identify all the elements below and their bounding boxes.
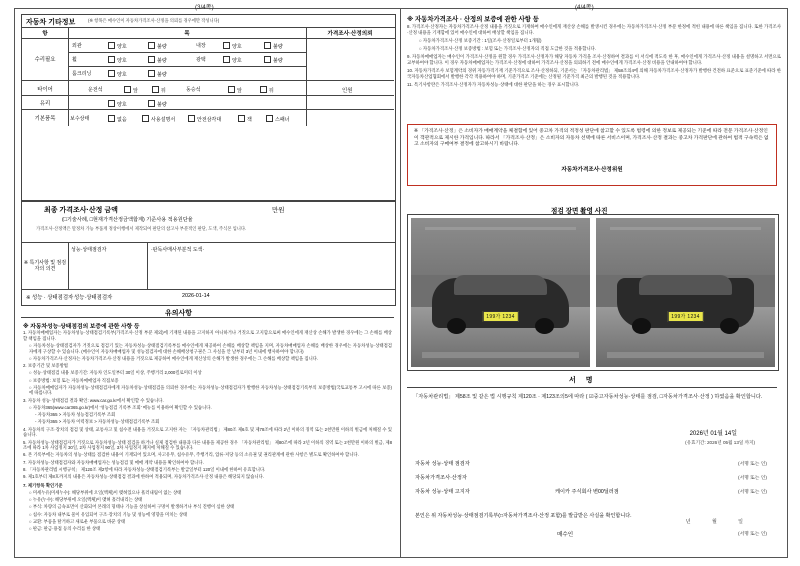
photo-section-title: 점검 장면 촬영 사진 [551,208,608,215]
notice-item: 6. 본 기록부에는 자동차의 성능·상태를 점검한 내용이 기재되어 있으며, 사고유무, 침수유무, 주행거리, 압류·저당 등의 소유권 및 권리관계에 관한 사항은 별도로 확인하여야 합니다. [23,452,359,458]
sign-label-inspector: 자동차 성능·상태 점검자 [415,461,470,467]
opinion-inspector: 성능·상태점검자 [68,243,148,289]
final-price-box [21,201,396,243]
signature-law: 「자동차관리법」 제58조 및 같은 법 시행규칙 제120조 · 제123조의5에 따라 ( ☑중고자동차성능·상태를 점검, □자동차가격조사·산정 ) 하였음을 확인합니다. [413,394,763,400]
opinion-label: ※ 특기사항 및 점검자의 의견 [22,243,69,289]
checkbox-glass-good[interactable] [108,100,115,107]
signature-date: 2026년 01월 14일 [689,431,737,437]
col-header-1: 목 [184,30,190,37]
opt-driver-front: 앞 [133,88,138,94]
photo-right [596,218,775,367]
left-column [15,9,401,557]
checkbox-polish-good[interactable] [223,56,230,63]
sub-label-driver: 운전석 [88,87,103,93]
checkbox-exterior-good[interactable] [108,42,115,49]
appraisal-item: 11. 특기사항란은 가격조사·산정자가 자동차성능·상태에 대한 판단을 하는 경우 표시합니다. [407,81,580,87]
row-right-repair [306,38,394,81]
signature-buyer-label: 매수인 [557,532,574,538]
opt-wheel-good: 양호 [117,58,127,64]
appraisal-title: ※ 자동차가격조사 · 산정의 보증에 관한 사항 등 [407,16,539,23]
notice-footer-item: ○ 판금: 판금·용접 등의 수리를 한 상태 [29,526,101,532]
mid-label-passenger: 동승석 [186,87,201,93]
sign-mark-notifier[interactable]: (서명 또는 인) [737,490,767,495]
final-price-label: 최종 가격조사·산정 금액 [44,207,118,214]
notice-footer-item: ○ 침수: 자동차 내부로 물이 유입되어 구조·장치의 기능 및 성능에 영향을 미치는 상태 [29,511,188,517]
sign-row-appraiser [415,474,771,481]
notice-footer-item: ○ 교환: 부품을 탈거하고 새로운 부품으로 바꾼 상태 [29,518,126,524]
row-body-repair [68,38,307,80]
appraisal-item: 8. 가격조사·산정자는 자동차가격조사·산정 내용을 거짓으로 기재하여 매수인에게 재산상 손해를 발생시킨 경우에는 자동차가격조사·산정 부분 한정에 적힌 내용에 따른 책임을 집니다. 또한 가격조사·산정 내용을 기재함에 있어 매수인에 대하여 배상할 책임을 집니다. [407,24,781,35]
checkbox-interior-good[interactable] [223,42,230,49]
notice-item: 4. 자동차의 구조·장치의 점검 및 상태, 교통사고 및 침수전 내용을 거짓으로 고지한 자는 「자동차관리법」 제80조 제6호 및 제78조에 따라 2년 이하의 징역 또는 2천만원 이하의 벌금에 처해질 수 있습니다. [23,426,392,438]
checkbox-cleaning-bad[interactable] [148,70,155,77]
left-page-number: (3/4쪽) [195,4,214,11]
signature-buyer-mark[interactable]: (서명 또는 인) [737,532,767,537]
opt-spanner: 스패너 [275,117,290,123]
checkbox-polish-bad[interactable] [264,56,271,63]
inspector-sign-label: ※ 성능 · 상태점검자 [26,295,74,301]
opt-cleaning-good: 양호 [117,72,127,78]
checkbox-manual[interactable] [142,115,149,122]
notice-item: ○ 성능·상태점검 내용 보증기간: 자동차 인도일부터 30일 이상, 주행거리 2,000킬로미터 이상 [29,370,202,376]
final-price-note: 가격조사·산정액은 말정차 가능 부품계 정상이행에서 제작되여 판단의 참고사 부분적인 판단, 도색, 주식본 입니다. [36,226,247,231]
opt-interior-bad: 불량 [273,44,283,50]
row-label-glass: 유리 [22,95,69,110]
row-label-repair: 수리필요 [22,38,69,80]
appraisal-red-box [407,124,777,186]
appraisal-red-text: ※ 「가격조사·산정」은 소비자가 매매계약을 체결함에 있어 중고차 가격의 적정성 판단에 참고할 수 있도록 법령에 의한 정보로 제공되는 기준에 따라 전문 가격조사·산정인이 객관적으로 제시한 가격입니다. 따라서 「가격조사·산정」은 소비자의 자동차 선택에 따른 서비스이며, 가격조사·산정 결과는 중고차 가격판단에 관하여 법적 구속력은 없고 소비자의 구매여부 결정에 참고하시기 바랍니다. [414,129,769,148]
checkbox-triangle[interactable] [188,115,195,122]
amount-label: 인원 [342,88,353,94]
notice-item: - 자동차365 > 자동차 성능점검기록부 조회 [35,412,116,418]
inspector-sign-row [21,289,396,306]
notice-item: ○ 자동차365(www.car365.go.kr)에서 '성능점검 기록부 조회' 메뉴를 이용하여 확인할 수 있습니다. [29,404,212,410]
opt-polish-bad: 불량 [273,58,283,64]
sign-label-notifier: 자동차 성능·상태 고지자 [415,489,470,495]
opt-wheel-bad: 불량 [157,58,167,64]
sign-row-notifier [415,488,771,495]
etc-info-box [21,14,396,201]
checkbox-passenger-rear[interactable] [260,86,267,93]
inspector-sign-date: 2026-01-14 [182,293,210,299]
opt-none: 없음 [117,117,127,123]
opt-passenger-front: 앞 [237,88,242,94]
appraisal-red-center: 자동차가격조사·산정위원 [561,167,623,173]
checkbox-wheel-bad[interactable] [148,56,155,63]
checkbox-exterior-bad[interactable] [148,42,155,49]
sign-row-inspector [415,460,771,467]
checkbox-spanner[interactable] [266,115,273,122]
etc-info-title: 자동차 기타정보 [26,19,76,26]
appraisal-item: 9. 자동차매매업자는 매수인이 가격조사·산정을 원할 경우 가격조사·산정자가 해당 자동차 가격을 조사·산정하여 결과를 이 서식에 적도록 한 후, 매수인에게 가격조사·산정 내용을 설명하고 서면으로 교부하여야 합니다. 이 경우 자동차매매업자는 가격조사·산정에 대하여 가격조사·산정을 의뢰하기 전에 매수인에게 가격조사·산정 비용을 안내하여야 합니다. [407,53,781,65]
appraisal-item: ○ 자동차가격조사·산정 보증방법 : 보험 또는 가격조사·산정자의 직접 도급한 것을 적용합니다. [419,45,597,51]
notice-item: ○ 자동차성능·상태점검자가 거짓으로 점검기 있는 자동차성능·상태점검기록부를 매수인에게 제공하여 손해를 배상할 책임을 지며, 자동차매매업자 손해를 배상한 경우에는 자동차성능·상태점검자에게 구상할 수 있습니다. (매수인이 자동차매매업자 및 성능점검자에 대한 손해배상청구권은 그 사실을 안 날부터 3년 이내에 행사하여야 합니다) [29,342,392,354]
notice-item: 9. 제1호부터 제8호까지의 내용은 자동차성능·상태점검 결과에 한하여 적용되며, 자동차가격조사·산정 내용은 해당되지 않습니다. [23,474,265,480]
appraisal-body [407,24,781,89]
row-body-tire [68,80,307,96]
notice-title: 유의사항 [165,310,193,317]
opt-glass-bad: 불량 [157,102,167,108]
notice-item: 8. 「자동차관리법 시행규칙」 제120조 제2항에 따라 자동차성능·상태점검기록부는 발급일부터 120일 이내에 한하여 유효합니다. [23,466,266,472]
checkbox-cleaning-good[interactable] [108,70,115,77]
right-column [401,9,787,557]
sub-label-exterior: 외관 [72,43,82,49]
row-body-basic-items [68,109,307,126]
row-label-tire: 타이어 [22,80,69,96]
opt-interior-good: 양호 [232,44,242,50]
row-right-basic-items [306,109,394,126]
col-header-2: 가격조사·산정의뢰 [327,30,373,37]
notice-body [23,330,392,533]
col-header-0: 항 [42,30,48,37]
opt-glass-good: 양호 [117,102,127,108]
appraisal-item: ○ 자동차가격조사·산정 보증기간 : 1일(조사·산정일로부터 1개월) [419,37,542,43]
checkbox-passenger-front[interactable] [228,86,235,93]
sub-label-cleaning: 룸크리닝 [72,71,92,77]
notice-item: - 자동차365 > 자동차 이력정보 > 자동차성능·상태점검기록부 조회 [35,419,160,425]
notice-footer-item: ○ 누유(누수): 해당부위에 오일(액체)이 맺혀 흘러내리는 상태 [29,497,143,503]
row-label-basic-items: 기본품목 [22,109,69,126]
row-right-tire [306,80,394,96]
notice-item: 3. 자동차 성능·상태점검 결과 확인: www.car.go.kr에서 확인할 수 있습니다. [23,397,164,403]
mid-label-polish: 광택 [196,57,206,63]
mid-label-interior: 내장 [196,43,206,49]
sub-label-wheel: 휠 [72,57,77,63]
photo-left-plate: 199가 1234 [482,311,518,322]
notice-item: ○ 자동차매매업자가 자동차성능·상태점검자에게 자동차성능·상태점검을 의뢰한 경우에는 자동차성능·상태점검자가 발행한 자동차성능·상태점검기록부의 보증방법(국토교통부 고시에 따른 보증)에 따릅니다. [29,384,392,396]
opt-exterior-bad: 불량 [157,44,167,50]
photo-left [411,218,590,367]
signature-final: 본인은 위 자동차성능·상태점검기록부(□자동차가격조사·산정 포함)를 발급받은 사실을 확인합니다. [415,513,632,519]
checkbox-driver-front[interactable] [124,86,131,93]
signature-law-text [413,394,771,402]
notice-item: 7. 자동차성능·상태점검자와 자동차매매업자는 성능점검 및 매매 계약 내용을 확인하여야 합니다. [23,459,204,465]
opinion-box [21,242,396,290]
right-page-number: (4/4쪽) [575,4,594,11]
opt-manual: 사용설명서 [151,117,176,123]
inspector-sign-sub: 성능·상태점검자 [74,295,113,301]
opt-triangle: 안전삼각대 [197,117,222,123]
opinion-content: ·판독사매사부분적 도색· [151,247,205,253]
opt-passenger-rear: 뒤 [269,88,274,94]
row-body-glass [68,95,307,110]
notice-footer-item: ○ 부식: 차량의 금속표면이 산화되어 본래의 형태나 기능을 상실하여 구멍이 발생하거나 부식 진행이 심한 상태 [29,504,235,510]
sign-mark-appraiser[interactable]: (서명 또는 인) [737,476,767,481]
sign-label-appraiser: 자동차가격조사·산정자 [415,475,467,481]
notice-footer-item: ○ 미세누유(미세누수): 해당부위에 오일(액체)이 맺혀있으나 흘러내림이 없는 상태 [29,490,182,496]
photo-box [407,214,779,371]
notice-item: 1. 자동차매매업자는 자동차성능·상태점검기록부(가격조사·산정 부분 제외)에 기재된 내용을 고지하지 아니하거나 거짓으로 고지함으로써 매수인에게 재산상 손해가 발생한 경우에는 그 손해를 배상할 책임을 집니다. [23,330,392,341]
opt-jack: 잭 [247,117,252,123]
signature-title: 서 명 [569,377,597,384]
opt-cleaning-bad: 불량 [157,72,167,78]
photo-right-plate: 199가 1234 [667,311,703,322]
opt-driver-rear: 뒤 [161,88,166,94]
opt-polish-good: 양호 [232,58,242,64]
checkbox-driver-rear[interactable] [152,86,159,93]
sign-mark-inspector[interactable]: (서명 또는 인) [737,462,767,467]
etc-info-note: (※ 항목은 매수인이 자동차가격조사·산정을 의뢰를 경우에만 작성니다) [88,18,220,23]
appraisal-item: 10. 자동차가격조사 보험계약의 경위 자동가격기재 기준가격으로 조사·산정하되, 기준서는 「자동차관리법」 제58조의4에 의해 자동차가격조사·산정자가 발행한 건전하 표준으로 표준기준에 따라 한국자동차산업협회에서 발행한 각각 적용하여야 하며, 기준가격조 기준에는 산정될 기준가격 최근의 발행된 것을 적용합니다. [407,67,781,79]
notice-head: ※ 자동차성능·상태점검의 보증에 관한 사항 등 [23,324,140,330]
notice-box [21,317,394,550]
checkbox-jack[interactable] [238,115,245,122]
signature-box [407,387,777,550]
checkbox-interior-bad[interactable] [264,42,271,49]
notice-item: ○ 자동차가격조사·산정자는 자동차가격조사·산정 내용을 거짓으로 제공하여 매수인에게 재산상의 손해가 발생한 경우에는 그 손해를 배상할 책임을 집니다. [29,355,319,361]
checkbox-glass-bad[interactable] [148,100,155,107]
row-right-glass [306,95,394,110]
notice-item: 2. 보증기간 및 보증방법 [23,363,69,369]
checkbox-wheel-good[interactable] [108,56,115,63]
sub-label-possession: 보수상태 [70,116,90,122]
opt-exterior-good: 양호 [117,44,127,50]
final-price-sub: (□기술사례, □현재가격산정금액합계) 기준사용 적용원단율 [62,217,193,223]
notice-item: ○ 보증방법: 보험 또는 자동차매매업자 직접보증 [29,377,119,383]
signature-ymd: 년 월 일 [685,519,753,525]
sign-value-notifier: 케이카 주식회사 변00딜러점 [555,489,619,495]
checkbox-none[interactable] [108,115,115,122]
notice-item: 5. 자동차성능·상태점검자가 거짓으로 자동차성능·상태 점검을 하거나 실제 점검한 내용과 다른 내용을 제공한 경우 「자동차관리법」 제80조에 따라 2년 이하의 징역 또는 2천만원 이하의 벌금, 제8조에 따라 1차 사업정지 30일, 2차 사업정지 90일, 3차 사업정지 폐지에 처해질 수 있습니다. [23,439,392,451]
notice-footer-title: 7. 제기항목 확인기준 [23,482,63,488]
final-price-unit: 만원 [272,207,285,214]
signature-valid-until: (유효기간: 2026년 05월 13일 까지) [685,440,755,445]
form-sheet [14,4,788,558]
